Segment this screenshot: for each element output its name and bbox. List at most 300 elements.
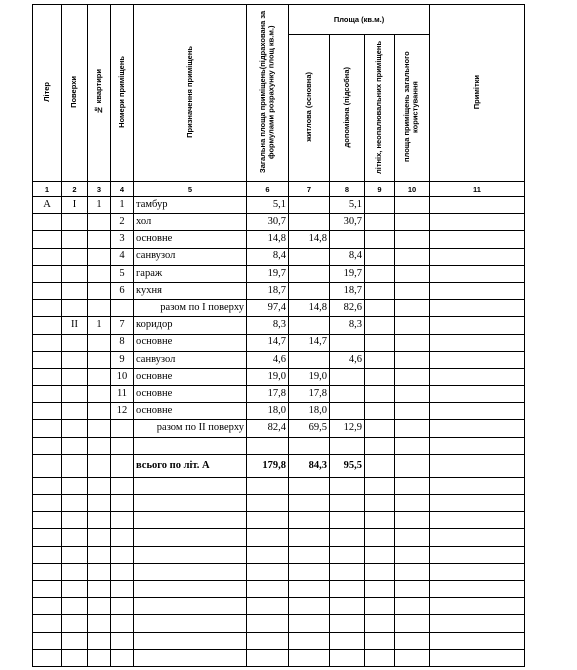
apartment-cell [88,265,111,282]
empty-cell [395,546,430,563]
empty-cell [88,512,111,529]
summer-area-cell [365,403,395,420]
table-row [33,351,525,368]
empty-cell [33,454,62,477]
empty-cell [134,615,247,632]
empty-row [33,563,525,580]
empty-cell [365,454,395,477]
empty-cell [62,615,88,632]
empty-cell [111,454,134,477]
empty-cell [330,529,365,546]
purpose-cell: хол [134,214,247,231]
empty-cell [395,495,430,512]
liter-cell [33,386,62,403]
table-row [33,214,525,231]
total-area-cell: 17,8 [247,386,289,403]
empty-cell [430,495,525,512]
empty-cell [330,632,365,649]
liter-cell: А [33,197,62,214]
empty-cell [365,563,395,580]
empty-cell [365,649,395,666]
auxiliary-area-cell: 8,3 [330,317,365,334]
table-row [33,231,525,248]
empty-cell [247,649,289,666]
column-number: 7 [289,182,330,197]
summer-area-cell [365,214,395,231]
summer-area-cell [365,231,395,248]
summer-area-cell [365,351,395,368]
total-area-cell: 18,0 [247,403,289,420]
table-row [33,437,525,454]
total-area-cell: 97,4 [247,300,289,317]
top-cut-text [190,0,390,3]
floor-cell [62,334,88,351]
room-number-cell [111,300,134,317]
empty-cell [134,546,247,563]
liter-cell [33,300,62,317]
common-area-cell [395,368,430,385]
empty-cell [33,512,62,529]
empty-cell [134,649,247,666]
empty-cell [111,649,134,666]
living-area-cell [289,437,330,454]
common-area-cell [395,420,430,437]
notes-cell [430,300,525,317]
total-area-cell: 5,1 [247,197,289,214]
liter-cell [33,282,62,299]
room-number-cell: 1 [111,197,134,214]
empty-row [33,495,525,512]
empty-cell [33,632,62,649]
notes-cell [430,403,525,420]
empty-cell [365,477,395,494]
room-number-cell: 3 [111,231,134,248]
empty-cell [247,580,289,597]
total-area-cell: 18,7 [247,282,289,299]
floor-cell [62,231,88,248]
grand-total-auxiliary: 95,5 [330,454,365,477]
summer-area-cell [365,368,395,385]
room-number-cell: 11 [111,386,134,403]
summer-area-cell [365,437,395,454]
empty-cell [111,632,134,649]
purpose-cell: основне [134,403,247,420]
floor-cell: I [62,197,88,214]
table-row [33,265,525,282]
empty-cell [134,477,247,494]
empty-cell [33,615,62,632]
purpose-cell: разом по I поверху [134,300,247,317]
liter-cell [33,403,62,420]
total-area-cell: 4,6 [247,351,289,368]
floor-cell [62,386,88,403]
column-number: 5 [134,182,247,197]
empty-row [33,512,525,529]
living-area-cell: 18,0 [289,403,330,420]
empty-row [33,649,525,666]
empty-cell [289,649,330,666]
table-row [33,334,525,351]
auxiliary-area-cell: 18,7 [330,282,365,299]
table-row [33,403,525,420]
purpose-cell: кухня [134,282,247,299]
purpose-cell: санвузол [134,351,247,368]
empty-cell [430,598,525,615]
empty-cell [330,598,365,615]
room-number-cell: 5 [111,265,134,282]
empty-cell [395,580,430,597]
common-area-cell [395,197,430,214]
room-number-cell: 9 [111,351,134,368]
summer-area-cell [365,197,395,214]
room-number-cell: 4 [111,248,134,265]
table-row [33,300,525,317]
empty-cell [395,563,430,580]
apartment-cell [88,248,111,265]
empty-cell [247,512,289,529]
empty-cell [395,477,430,494]
common-area-cell [395,282,430,299]
notes-cell [430,214,525,231]
empty-cell [247,615,289,632]
empty-cell [395,615,430,632]
total-area-cell: 30,7 [247,214,289,231]
room-number-cell: 12 [111,403,134,420]
notes-cell [430,368,525,385]
floor-cell [62,300,88,317]
empty-cell [33,477,62,494]
notes-cell [430,437,525,454]
column-number: 3 [88,182,111,197]
empty-cell [62,477,88,494]
notes-cell [430,282,525,299]
room-number-cell: 8 [111,334,134,351]
header-notes: Примітки [430,5,525,182]
empty-cell [88,615,111,632]
empty-cell [289,563,330,580]
purpose-cell: основне [134,386,247,403]
empty-cell [88,649,111,666]
empty-cell [62,580,88,597]
living-area-cell [289,265,330,282]
empty-cell [330,615,365,632]
empty-cell [88,580,111,597]
floor-cell [62,265,88,282]
common-area-cell [395,437,430,454]
living-area-cell: 14,8 [289,231,330,248]
liter-cell [33,317,62,334]
auxiliary-area-cell [330,368,365,385]
column-number: 9 [365,182,395,197]
empty-cell [395,632,430,649]
total-area-cell: 14,8 [247,231,289,248]
table-row [33,420,525,437]
auxiliary-area-cell: 5,1 [330,197,365,214]
empty-cell [365,546,395,563]
empty-cell [395,649,430,666]
empty-cell [430,649,525,666]
table-row [33,317,525,334]
empty-cell [365,632,395,649]
empty-cell [62,598,88,615]
header-summer: літніх, неопалювальних приміщень [365,35,395,182]
summer-area-cell [365,334,395,351]
room-number-cell [111,437,134,454]
living-area-cell [289,214,330,231]
empty-cell [247,563,289,580]
purpose-cell: санвузол [134,248,247,265]
header-auxiliary: допоміжна (підсобна) [330,35,365,182]
common-area-cell [395,265,430,282]
auxiliary-area-cell [330,437,365,454]
floor-cell [62,248,88,265]
common-area-cell [395,214,430,231]
common-area-cell [395,334,430,351]
apartment-cell [88,300,111,317]
purpose-cell: разом по II поверху [134,420,247,437]
empty-cell [430,563,525,580]
summer-area-cell [365,282,395,299]
notes-cell [430,265,525,282]
column-number: 6 [247,182,289,197]
empty-cell [430,477,525,494]
summer-area-cell [365,317,395,334]
auxiliary-area-cell: 12,9 [330,420,365,437]
auxiliary-area-cell [330,386,365,403]
empty-cell [247,529,289,546]
empty-cell [134,580,247,597]
empty-cell [134,512,247,529]
summer-area-cell [365,265,395,282]
total-area-cell [247,437,289,454]
purpose-cell: тамбур [134,197,247,214]
empty-cell [430,546,525,563]
room-number-cell: 2 [111,214,134,231]
total-area-cell: 8,4 [247,248,289,265]
empty-cell [88,546,111,563]
empty-cell [88,529,111,546]
purpose-cell: гараж [134,265,247,282]
header-total-area: Загальна площа приміщень(підрахована за формулами розрахунку площ кв.м.) [247,5,289,182]
purpose-cell [134,437,247,454]
empty-cell [430,580,525,597]
empty-cell [111,563,134,580]
apartment-cell: 1 [88,197,111,214]
living-area-cell [289,317,330,334]
empty-cell [330,649,365,666]
liter-cell [33,231,62,248]
apartment-cell [88,282,111,299]
empty-cell [289,512,330,529]
apartment-cell: 1 [88,317,111,334]
total-area-cell: 82,4 [247,420,289,437]
empty-cell [134,598,247,615]
empty-cell [111,529,134,546]
common-area-cell [395,300,430,317]
empty-cell [289,632,330,649]
column-number: 10 [395,182,430,197]
living-area-cell [289,248,330,265]
empty-cell [289,495,330,512]
header-floors: Поверхи [62,5,88,182]
empty-cell [330,495,365,512]
common-area-cell [395,317,430,334]
living-area-cell: 14,8 [289,300,330,317]
apartment-cell [88,420,111,437]
grand-total-living: 84,3 [289,454,330,477]
apartment-cell [88,334,111,351]
living-area-cell: 14,7 [289,334,330,351]
auxiliary-area-cell: 19,7 [330,265,365,282]
empty-cell [247,598,289,615]
empty-cell [134,632,247,649]
empty-cell [134,495,247,512]
table-row [33,282,525,299]
empty-row [33,615,525,632]
header-liter: Літер [33,5,62,182]
living-area-cell: 19,0 [289,368,330,385]
liter-cell [33,214,62,231]
empty-cell [330,477,365,494]
header-common: площа приміщень загального користування [395,35,430,182]
empty-cell [247,477,289,494]
empty-cell [33,529,62,546]
empty-cell [62,512,88,529]
empty-cell [247,632,289,649]
floor-cell [62,403,88,420]
room-number-cell: 6 [111,282,134,299]
room-number-cell [111,420,134,437]
common-area-cell [395,231,430,248]
column-number: 11 [430,182,525,197]
floor-cell [62,351,88,368]
empty-cell [33,598,62,615]
auxiliary-area-cell: 82,6 [330,300,365,317]
empty-cell [62,632,88,649]
empty-cell [88,477,111,494]
common-area-cell [395,248,430,265]
liter-cell [33,420,62,437]
empty-row [33,546,525,563]
empty-cell [365,529,395,546]
empty-cell [430,512,525,529]
summer-area-cell [365,386,395,403]
floor-cell [62,214,88,231]
room-number-cell: 7 [111,317,134,334]
liter-cell [33,437,62,454]
empty-cell [330,580,365,597]
auxiliary-area-cell [330,334,365,351]
common-area-cell [395,386,430,403]
empty-cell [111,512,134,529]
apartment-cell [88,214,111,231]
liter-cell [33,368,62,385]
empty-cell [289,580,330,597]
apartment-cell [88,386,111,403]
empty-cell [62,546,88,563]
empty-cell [134,529,247,546]
table-row [33,386,525,403]
apartment-cell [88,437,111,454]
empty-row [33,477,525,494]
apartment-cell [88,231,111,248]
empty-cell [330,512,365,529]
grand-total-row [33,454,525,477]
empty-row [33,529,525,546]
empty-cell [365,598,395,615]
empty-cell [62,649,88,666]
notes-cell [430,231,525,248]
floor-cell [62,420,88,437]
purpose-cell: основне [134,231,247,248]
empty-cell [111,615,134,632]
liter-cell [33,351,62,368]
empty-row [33,580,525,597]
empty-cell [330,546,365,563]
floor-cell: II [62,317,88,334]
living-area-cell: 17,8 [289,386,330,403]
empty-cell [111,598,134,615]
table-body [33,197,525,667]
purpose-cell: коридор [134,317,247,334]
notes-cell [430,317,525,334]
total-area-cell: 19,7 [247,265,289,282]
notes-cell [430,386,525,403]
empty-cell [395,454,430,477]
table-row [33,197,525,214]
common-area-cell [395,351,430,368]
empty-cell [111,477,134,494]
header-area-group: Площа (кв.м.) [289,5,430,35]
floor-cell [62,282,88,299]
empty-cell [111,546,134,563]
rooms-area-table [32,4,525,667]
living-area-cell: 69,5 [289,420,330,437]
summer-area-cell [365,300,395,317]
summer-area-cell [365,420,395,437]
empty-row [33,598,525,615]
total-area-cell: 8,3 [247,317,289,334]
empty-cell [33,649,62,666]
empty-cell [134,563,247,580]
empty-cell [247,495,289,512]
liter-cell [33,334,62,351]
notes-cell [430,334,525,351]
auxiliary-area-cell [330,403,365,420]
table-row [33,368,525,385]
grand-total-label: всього по літ. А [134,454,247,477]
empty-cell [33,546,62,563]
empty-cell [62,529,88,546]
empty-row [33,632,525,649]
floor-cell [62,437,88,454]
empty-cell [247,546,289,563]
purpose-cell: основне [134,334,247,351]
grand-total-area: 179,8 [247,454,289,477]
empty-cell [365,580,395,597]
empty-cell [365,495,395,512]
empty-cell [289,477,330,494]
column-number: 4 [111,182,134,197]
empty-cell [62,563,88,580]
empty-cell [289,546,330,563]
empty-cell [395,512,430,529]
empty-cell [88,563,111,580]
empty-cell [430,454,525,477]
common-area-cell [395,403,430,420]
empty-cell [88,495,111,512]
empty-cell [33,495,62,512]
